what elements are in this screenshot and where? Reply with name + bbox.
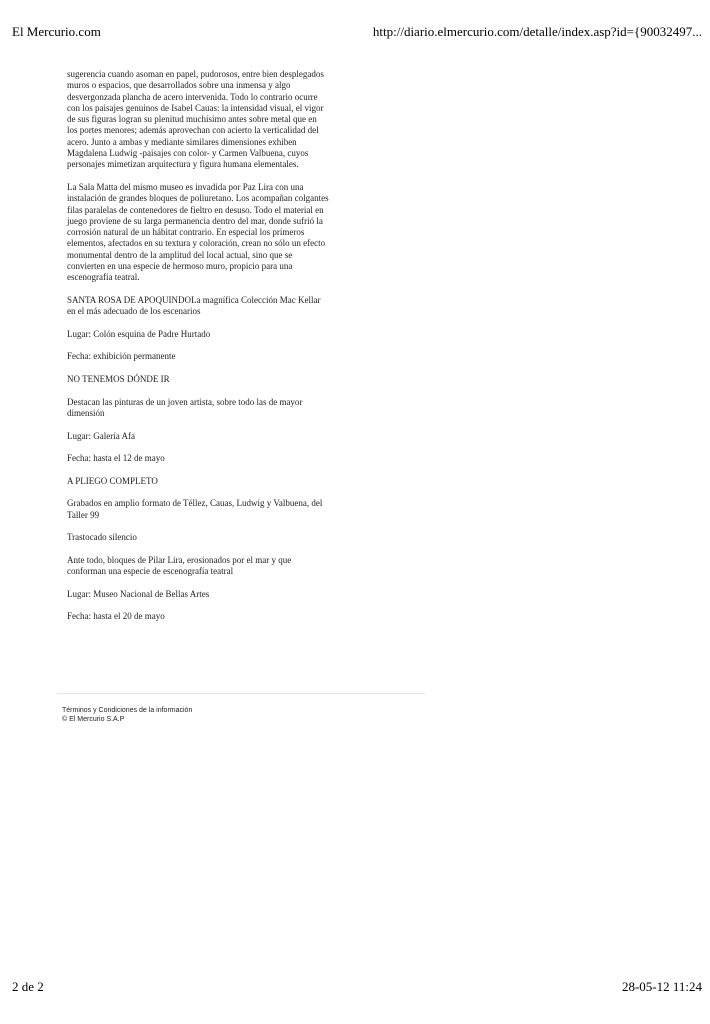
event-title: Trastocado silencio: [67, 532, 137, 543]
event-location: Lugar: Museo Nacional de Bellas Artes: [67, 588, 210, 599]
legal-block: [62, 706, 192, 724]
event-description: Grabados en amplio formato de Téllez, Cauas, Ludwig y Valbuena, del Taller 99: [67, 498, 323, 520]
copyright-text: © El Mercurio S.A.P: [62, 716, 125, 723]
event-date: Fecha: exhibición permanente: [67, 351, 176, 362]
event-date: Fecha: hasta el 20 de mayo: [67, 611, 165, 622]
event-location: Lugar: Galería Afa: [67, 430, 135, 441]
event-description: Destacan las pinturas de un joven artista, sobre todo las de mayor dimensión: [67, 396, 303, 418]
terms-link[interactable]: Términos y Condiciones de la información: [62, 707, 193, 714]
event-date: Fecha: hasta el 12 de mayo: [67, 453, 165, 464]
site-title: El Mercurio.com: [12, 24, 101, 39]
print-datetime: 28-05-12 11:24: [621, 979, 702, 994]
event-heading: SANTA ROSA DE APOQUINDOLa magnífica Colección Mac Kellar en el más adecuado de los escenarios: [67, 294, 321, 317]
page-url: http://diario.elmercurio.com/detalle/index.asp?id={90032497...: [372, 24, 702, 39]
footer-divider: [57, 693, 425, 694]
event-description: Ante todo, bloques de Pilar Lira, erosionados por el mar y que conforman una especie de escenografía teatral: [67, 554, 292, 577]
event-title: NO TENEMOS DÓNDE IR: [67, 374, 170, 385]
article-paragraph: La Sala Matta del mismo museo es invadida por Paz Lira con una instalación de grandes bloques de poliuretano. Los acompañan colgantes filas paralelas de contenedores de fieltro en desuso. Todo el material en juego proviene de su larga permanencia dentro del mar, donde sufrió la corrosión natural de un hábitat contrario. En especial los primeros elementos, afectados en su textura y coloración, crean no sólo un efecto monumental dentro de la amplitud del local actual, sino que se convierten en una especie de hermoso muro, propicio para una escenografía teatral.: [67, 181, 329, 283]
article-body: [67, 69, 329, 634]
event-title: A PLIEGO COMPLETO: [67, 475, 158, 486]
event-location: Lugar: Colón esquina de Padre Hurtado: [67, 328, 211, 339]
page-indicator: 2 de 2: [12, 979, 44, 994]
article-paragraph: sugerencia cuando asoman en papel, pudorosos, entre bien desplegados muros o espacios, que desarrollados sobre una inmensa y algo desvergonzada plancha de acero intervenida. Todo lo contrario ocurre con los paisajes genuinos de Isabel Cauas: la intensidad visual, el vigor de sus figuras logran su plenitud muchísimo antes sobre metal que en los portes menores; además aprovechan con acierto la verticalidad del acero. Junto a ambas y mediante similares dimensiones exhiben Magdalena Ludwig -paisajes con color- y Carmen Valbuena, cuyos personajes mimetizan arquitectura y figura humana elementales.: [67, 69, 324, 170]
